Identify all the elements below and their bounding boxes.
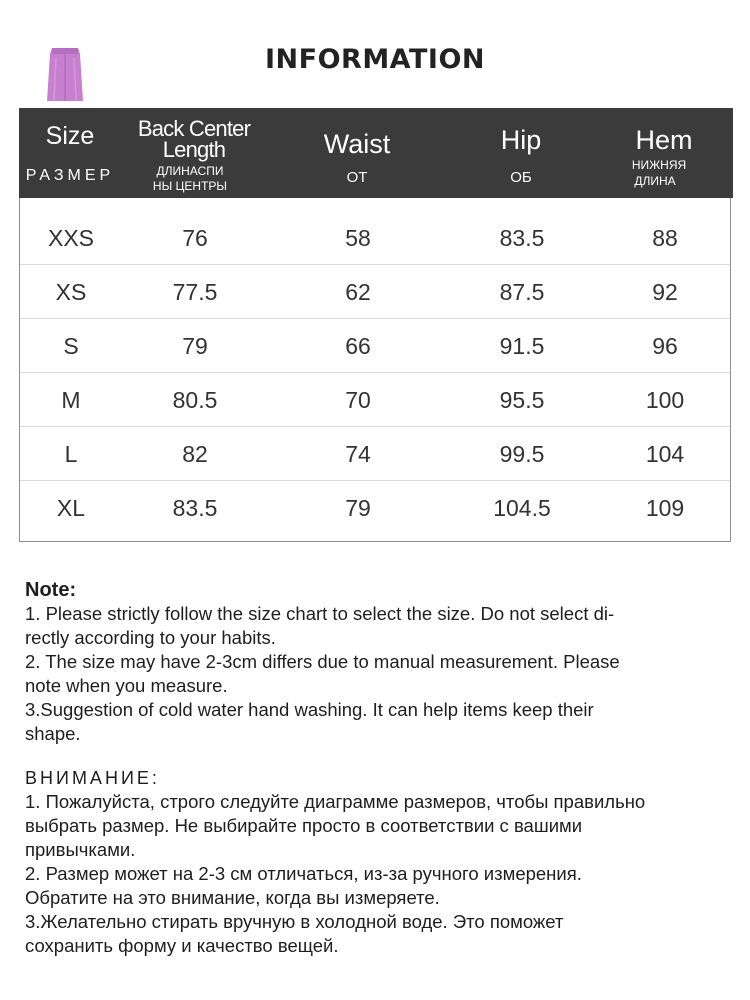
note-line: 1. Please strictly follow the size chart to select the size. Do not select di-	[25, 603, 615, 624]
note-line: Обратите на это внимание, когда вы измеряете.	[25, 887, 440, 908]
waist-cell: 70	[345, 387, 371, 413]
waist-cell: 58	[345, 225, 371, 251]
table-row	[20, 265, 730, 319]
note-line: note when you measure.	[25, 675, 228, 696]
table-row	[20, 481, 730, 535]
table-row	[20, 373, 730, 427]
column-header-waist: Waist ОТ	[323, 129, 391, 186]
size-chart-table	[19, 108, 731, 542]
hem-cell: 104	[645, 441, 685, 467]
column-header-hip: Hip ОБ	[500, 125, 542, 186]
size-cell: M	[61, 387, 81, 413]
back-center-length-cell: 76	[182, 225, 208, 251]
back-center-length-cell: 80.5	[172, 387, 218, 413]
size-cell: XS	[55, 279, 87, 305]
back-center-length-cell: 82	[182, 441, 208, 467]
table-row	[20, 211, 730, 265]
page-title: INFORMATION	[264, 44, 485, 75]
waist-cell: 79	[345, 495, 371, 521]
note-heading: Note:	[25, 579, 77, 601]
hip-cell: 99.5	[499, 441, 545, 467]
hip-cell: 83.5	[499, 225, 545, 251]
note-line: 3.Suggestion of cold water hand washing. It can help items keep their	[25, 699, 594, 720]
note-line: 1. Пожалуйста, строго следуйте диаграмме размеров, чтобы правильно	[25, 791, 646, 812]
size-cell: S	[63, 333, 79, 359]
back-center-length-cell: 79	[182, 333, 208, 359]
size-cell: XL	[56, 495, 86, 521]
note-line: rectly according to your habits.	[25, 627, 276, 648]
column-header-size: Size РАЗМЕР	[25, 122, 115, 184]
hem-cell: 100	[645, 387, 685, 413]
column-header-hem: Hem НИЖНЯЯ ДЛИНА	[631, 125, 693, 188]
hem-cell: 88	[652, 225, 678, 251]
note-line: сохранить форму и качество вещей.	[25, 935, 339, 956]
note-heading: ВНИМАНИЕ:	[25, 768, 160, 788]
column-header-back-center-length: Back Center Length ДЛИНАСПИ НЫ ЦЕНТРЫ	[137, 116, 251, 193]
note-line: выбрать размер. Не выбирайте просто в соответствии с вашими	[25, 815, 583, 836]
table-row	[20, 319, 730, 373]
note-line: привычками.	[25, 839, 136, 860]
hip-cell: 104.5	[493, 495, 551, 521]
note-line: 3.Желательно стирать вручную в холодной воде. Это поможет	[25, 911, 564, 932]
table-header	[19, 108, 733, 198]
table-row	[20, 427, 730, 481]
waist-cell: 66	[345, 333, 371, 359]
hip-cell: 87.5	[499, 279, 545, 305]
back-center-length-cell: 77.5	[172, 279, 218, 305]
size-cell: XXS	[47, 225, 95, 251]
waist-cell: 62	[345, 279, 371, 305]
waist-cell: 74	[345, 441, 371, 467]
back-center-length-cell: 83.5	[172, 495, 218, 521]
note-line: shape.	[25, 723, 81, 744]
note-line: 2. Размер может на 2-3 см отличаться, из-за ручного измерения.	[25, 863, 582, 884]
note-russian	[25, 766, 725, 958]
size-cell: L	[64, 441, 78, 467]
hip-cell: 91.5	[499, 333, 545, 359]
hip-cell: 95.5	[499, 387, 545, 413]
hem-cell: 92	[652, 279, 678, 305]
note-english	[25, 578, 725, 746]
hem-cell: 109	[645, 495, 685, 521]
hem-cell: 96	[652, 333, 678, 359]
note-line: 2. The size may have 2-3cm differs due to manual measurement. Please	[25, 651, 620, 672]
